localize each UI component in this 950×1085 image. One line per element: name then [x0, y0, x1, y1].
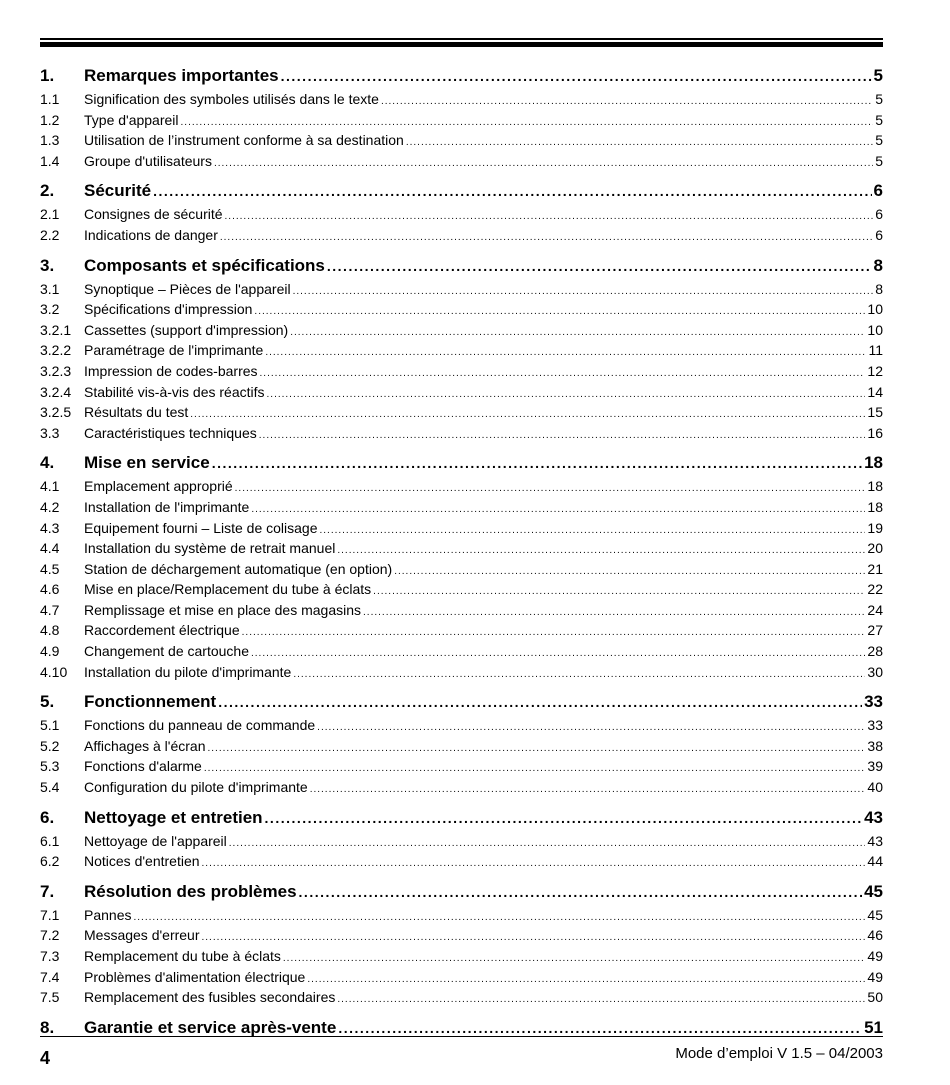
toc-section-entry[interactable]	[40, 987, 883, 1008]
toc-dot-leader	[259, 426, 866, 447]
toc-entry-number: 5.3	[40, 758, 60, 775]
toc-section-entry[interactable]	[40, 538, 883, 559]
toc-section-entry[interactable]	[40, 151, 883, 172]
toc-entry-number: 1.3	[40, 132, 60, 149]
toc-entry-page: 6	[875, 226, 883, 243]
toc-entry-number: 3.2	[40, 301, 60, 318]
toc-entry-page: 45	[864, 881, 883, 901]
toc-entry-title: Remplacement du tube à éclats	[84, 948, 281, 964]
toc-entry-number: 7.3	[40, 948, 60, 964]
toc-entry-number: 1.1	[40, 91, 60, 107]
toc-dot-leader	[319, 521, 865, 542]
toc-entry-title: Type d'appareil	[84, 111, 179, 128]
toc-chapter-entry[interactable]	[40, 62, 883, 89]
toc-section-entry[interactable]	[40, 361, 883, 382]
toc-entry-page: 5	[875, 152, 883, 169]
toc-entry-title: Remplissage et mise en place des magasins	[84, 601, 362, 618]
toc-entry-number: 4.10	[40, 663, 68, 680]
toc-entry-title: Fonctions d'alarme	[84, 758, 202, 775]
toc-entry-page: 11	[868, 342, 883, 359]
toc-entry-number: 5.1	[40, 717, 60, 734]
toc-entry-title: Pannes	[84, 906, 132, 923]
toc-entry-title: Utilisation de l’instrument conforme à sa destination	[84, 132, 404, 149]
toc-entry-title: Caractéristiques techniques	[84, 424, 257, 441]
toc-entry-title: Fonctions du panneau de commande	[84, 717, 316, 734]
toc-entry-page: 50	[867, 989, 883, 1006]
toc-dot-leader	[363, 603, 865, 624]
toc-dot-leader	[251, 644, 865, 665]
toc-entry-page: 12	[867, 362, 883, 379]
toc-dot-leader	[327, 253, 872, 280]
toc-entry-title: Résolution des problèmes	[84, 881, 297, 901]
toc-dot-leader	[214, 154, 873, 175]
toc-entry-number: 4.9	[40, 643, 60, 660]
toc-chapter-entry[interactable]	[40, 688, 883, 715]
toc-section-entry[interactable]	[40, 497, 883, 518]
toc-entry-page: 5	[875, 132, 883, 149]
toc-entry-number: 7.5	[40, 989, 60, 1006]
toc-section-entry[interactable]	[40, 600, 883, 621]
toc-entry-number: 3.1	[40, 280, 60, 297]
toc-entry-number: 1.	[40, 66, 55, 85]
toc-entry-title: Emplacement approprié	[84, 478, 233, 495]
toc-entry-number: 3.2.5	[40, 404, 72, 421]
toc-entry-page: 15	[867, 404, 883, 421]
toc-dot-leader	[394, 562, 865, 583]
toc-section-entry[interactable]	[40, 715, 883, 736]
toc-entry-title: Installation du pilote d'imprimante	[84, 663, 292, 680]
toc-entry-number: 3.2.4	[40, 383, 72, 400]
header-rule	[40, 38, 883, 46]
toc-entry-page: 16	[867, 424, 883, 441]
toc-entry-number: 2.	[40, 181, 55, 201]
toc-entry-page: 8	[875, 280, 883, 297]
toc-section-entry[interactable]	[40, 905, 883, 926]
toc-entry-page: 49	[867, 968, 883, 985]
toc-entry-title: Notices d'entretien	[84, 853, 200, 870]
toc-dot-leader	[242, 623, 866, 644]
toc-entry-page: 43	[864, 807, 883, 827]
toc-section-entry[interactable]	[40, 777, 883, 798]
toc-dot-leader	[202, 854, 866, 875]
toc-entry-number: 8.	[40, 1017, 55, 1037]
toc-dot-leader	[293, 665, 865, 686]
toc-entry-number: 4.5	[40, 560, 60, 577]
toc-entry-title: Spécifications d'impression	[84, 301, 253, 318]
toc-dot-leader	[220, 228, 873, 249]
toc-section-entry[interactable]	[40, 559, 883, 580]
toc-section-entry[interactable]	[40, 851, 883, 872]
toc-entry-number: 3.2.1	[40, 321, 72, 338]
toc-entry-number: 3.2.3	[40, 362, 72, 379]
toc-section-entry[interactable]	[40, 736, 883, 757]
toc-entry-title: Impression de codes-barres	[84, 362, 258, 379]
toc-dot-leader	[373, 582, 865, 603]
toc-entry-page: 28	[867, 643, 883, 660]
toc-dot-leader	[229, 834, 866, 855]
toc-entry-page: 18	[867, 498, 883, 515]
toc-entry-title: Paramétrage de l'imprimante	[84, 342, 264, 359]
toc-dot-leader	[310, 780, 866, 801]
toc-entry-page: 6	[875, 206, 883, 223]
toc-entry-title: Nettoyage de l'appareil	[84, 832, 227, 849]
toc-entry-title: Composants et spécifications	[84, 255, 325, 275]
toc-entry-number: 2.2	[40, 226, 60, 243]
toc-entry-page: 8	[873, 255, 883, 275]
toc-entry-title: Installation de l'imprimante	[84, 498, 250, 515]
toc-entry-number: 2.1	[40, 206, 60, 223]
toc-entry-page: 6	[873, 181, 883, 201]
toc-entry-page: 18	[864, 453, 883, 473]
toc-entry-number: 4.7	[40, 601, 60, 618]
toc-entry-title: Synoptique – Pièces de l'appareil	[84, 280, 291, 297]
toc-entry-page: 18	[867, 478, 883, 495]
toc-entry-page: 45	[867, 906, 883, 923]
toc-entry-number: 5.2	[40, 737, 60, 754]
toc-entry-number: 4.4	[40, 540, 60, 557]
document-version: Mode d’emploi V 1.5 – 04/2003	[675, 1045, 883, 1062]
toc-section-entry[interactable]	[40, 89, 883, 110]
toc-entry-page: 30	[867, 663, 883, 680]
toc-dot-leader	[338, 1015, 862, 1042]
toc-dot-leader	[265, 343, 866, 364]
toc-chapter-entry[interactable]	[40, 177, 883, 204]
toc-entry-page: 19	[867, 519, 883, 536]
toc-entry-number: 6.	[40, 807, 55, 827]
toc-dot-leader	[307, 970, 865, 991]
toc-entry-page: 24	[867, 601, 883, 618]
toc-entry-title: Consignes de sécurité	[84, 206, 223, 223]
toc-section-entry[interactable]	[40, 320, 883, 341]
toc-dot-leader	[267, 385, 866, 406]
toc-entry-page: 20	[867, 540, 883, 557]
toc-section-entry[interactable]	[40, 340, 883, 361]
toc-entry-number: 5.4	[40, 779, 60, 796]
toc-dot-leader	[190, 405, 865, 426]
toc-entry-title: Configuration du pilote d'imprimante	[84, 779, 308, 796]
toc-entry-number: 1.4	[40, 152, 60, 169]
toc-dot-leader	[153, 178, 871, 205]
toc-entry-page: 10	[867, 321, 883, 338]
toc-chapter-entry[interactable]	[40, 449, 883, 476]
toc-entry-number: 4.	[40, 453, 55, 473]
toc-dot-leader	[293, 282, 874, 303]
toc-entry-page: 49	[867, 948, 883, 964]
toc-section-entry[interactable]	[40, 279, 883, 300]
toc-section-entry[interactable]	[40, 620, 883, 641]
toc-dot-leader	[290, 323, 865, 344]
toc-dot-leader	[283, 949, 866, 970]
toc-entry-page: 21	[867, 560, 883, 577]
toc-entry-number: 7.	[40, 881, 55, 901]
toc-dot-leader	[260, 364, 866, 385]
toc-dot-leader	[218, 689, 862, 716]
toc-entry-title: Indications de danger	[84, 226, 218, 243]
toc-dot-leader	[208, 739, 866, 760]
toc-entry-page: 27	[867, 622, 883, 639]
toc-entry-page: 51	[864, 1017, 883, 1037]
toc-section-entry[interactable]	[40, 110, 883, 131]
toc-dot-leader	[235, 479, 866, 500]
toc-dot-leader	[337, 541, 865, 562]
toc-entry-title: Changement de cartouche	[84, 643, 249, 660]
toc-section-entry[interactable]	[40, 402, 883, 423]
toc-section-entry[interactable]	[40, 946, 883, 967]
toc-entry-number: 3.3	[40, 424, 60, 441]
toc-section-entry[interactable]	[40, 382, 883, 403]
toc-section-entry[interactable]	[40, 299, 883, 320]
toc-entry-title: Station de déchargement automatique (en option)	[84, 560, 393, 577]
toc-entry-title: Mise en place/Remplacement du tube à éclats	[84, 581, 372, 598]
toc-section-entry[interactable]	[40, 831, 883, 852]
toc-entry-title: Résultats du test	[84, 404, 189, 421]
toc-dot-leader	[202, 928, 866, 949]
toc-entry-page: 5	[875, 91, 883, 107]
toc-dot-leader	[265, 805, 863, 832]
toc-section-entry[interactable]	[40, 662, 883, 683]
toc-section-entry[interactable]	[40, 756, 883, 777]
toc-chapter-entry[interactable]	[40, 804, 883, 831]
toc-entry-page: 33	[867, 717, 883, 734]
toc-entry-page: 38	[867, 737, 883, 754]
toc-entry-number: 4.8	[40, 622, 60, 639]
toc-entry-title: Garantie et service après-vente	[84, 1017, 337, 1037]
toc-entry-number: 5.	[40, 692, 55, 712]
toc-entry-title: Remarques importantes	[84, 66, 279, 85]
toc-entry-page: 14	[867, 383, 883, 400]
toc-entry-page: 39	[867, 758, 883, 775]
toc-entry-title: Raccordement électrique	[84, 622, 240, 639]
toc-dot-leader	[281, 63, 872, 90]
toc-chapter-entry[interactable]	[40, 252, 883, 279]
page-number: 4	[40, 1048, 51, 1068]
toc-entry-number: 7.2	[40, 927, 60, 944]
toc-entry-page: 33	[864, 692, 883, 712]
toc-entry-page: 44	[867, 853, 883, 870]
toc-section-entry[interactable]	[40, 641, 883, 662]
toc-entry-number: 1.2	[40, 111, 60, 128]
toc-dot-leader	[317, 718, 865, 739]
toc-entry-number: 4.1	[40, 478, 60, 495]
toc-entry-title: Stabilité vis-à-vis des réactifs	[84, 383, 265, 400]
toc-dot-leader	[381, 92, 873, 113]
toc-section-entry[interactable]	[40, 204, 883, 225]
footer-rule	[40, 1036, 883, 1037]
toc-dot-leader	[212, 450, 862, 477]
toc-entry-title: Cassettes (support d'impression)	[84, 321, 289, 338]
toc-entry-title: Equipement fourni – Liste de colisage	[84, 519, 318, 536]
toc-entry-number: 3.	[40, 255, 55, 275]
toc-section-entry[interactable]	[40, 423, 883, 444]
toc-entry-page: 5	[873, 66, 883, 85]
toc-entry-title: Nettoyage et entretien	[84, 807, 263, 827]
toc-entry-number: 6.1	[40, 832, 60, 849]
toc-entry-title: Messages d'erreur	[84, 927, 200, 944]
toc-entry-page: 46	[867, 927, 883, 944]
toc-entry-title: Installation du système de retrait manuel	[84, 540, 336, 557]
toc-chapter-entry[interactable]	[40, 878, 883, 905]
table-of-contents	[40, 62, 883, 1041]
toc-entry-title: Affichages à l'écran	[84, 737, 206, 754]
toc-section-entry[interactable]	[40, 925, 883, 946]
toc-section-entry[interactable]	[40, 130, 883, 151]
toc-entry-page: 22	[867, 581, 883, 598]
toc-section-entry[interactable]	[40, 518, 883, 539]
toc-entry-number: 4.3	[40, 519, 60, 536]
toc-entry-title: Fonctionnement	[84, 692, 217, 712]
toc-entry-page: 43	[867, 832, 883, 849]
toc-entry-number: 7.4	[40, 968, 60, 985]
toc-entry-title: Signification des symboles utilisés dans le texte	[84, 91, 379, 107]
toc-entry-number: 4.6	[40, 581, 60, 598]
toc-section-entry[interactable]	[40, 225, 883, 246]
toc-dot-leader	[337, 990, 865, 1011]
toc-section-entry[interactable]	[40, 967, 883, 988]
toc-section-entry[interactable]	[40, 476, 883, 497]
toc-entry-title: Problèmes d'alimentation électrique	[84, 968, 306, 985]
toc-dot-leader	[406, 133, 873, 154]
toc-dot-leader	[133, 908, 865, 929]
toc-entry-number: 7.1	[40, 906, 60, 923]
toc-section-entry[interactable]	[40, 579, 883, 600]
toc-entry-page: 10	[867, 301, 883, 318]
toc-entry-page: 40	[867, 779, 883, 796]
toc-entry-title: Sécurité	[84, 181, 152, 201]
toc-dot-leader	[254, 302, 865, 323]
toc-entry-title: Groupe d'utilisateurs	[84, 152, 212, 169]
toc-dot-leader	[299, 879, 863, 906]
toc-entry-number: 3.2.2	[40, 342, 72, 359]
toc-entry-number: 4.2	[40, 498, 60, 515]
toc-dot-leader	[251, 500, 865, 521]
toc-entry-page: 5	[875, 111, 883, 128]
toc-entry-title: Remplacement des fusibles secondaires	[84, 989, 336, 1006]
toc-entry-title: Mise en service	[84, 453, 210, 473]
toc-entry-number: 6.2	[40, 853, 60, 870]
toc-dot-leader	[225, 207, 874, 228]
